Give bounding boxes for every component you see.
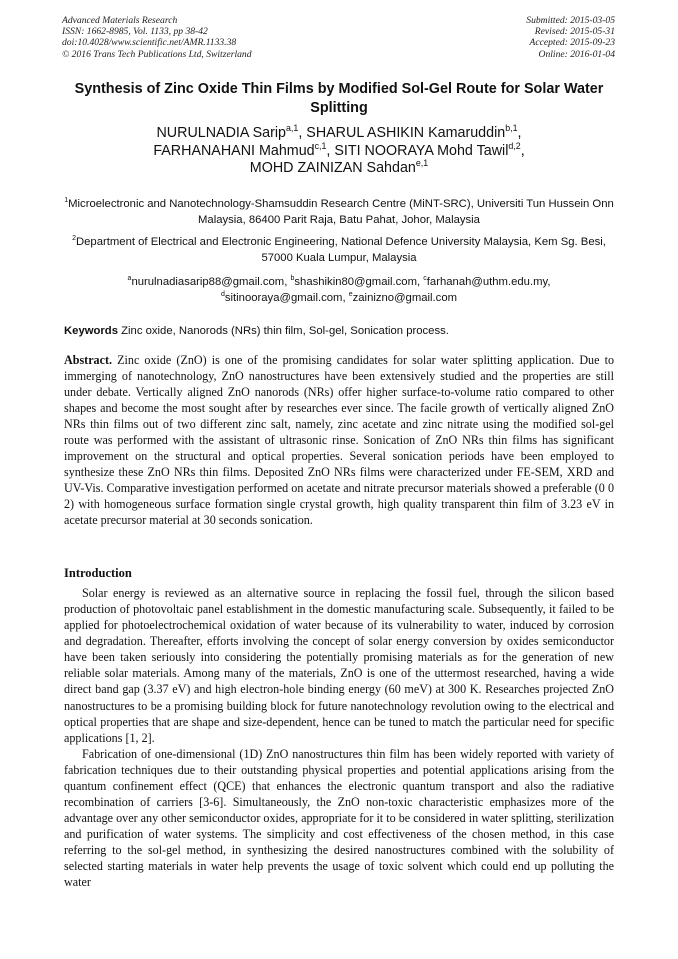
revised-date: Revised: 2015-05-31 (534, 26, 615, 38)
author-affiliation-mark: d,2 (508, 140, 521, 151)
abstract-paragraph (64, 352, 614, 529)
abstract-label: Abstract. (64, 353, 113, 367)
journal-issn: ISSN: 1662-8985, Vol. 1133, pp 38-42 (62, 26, 208, 38)
author-affiliation-mark: b,1 (505, 123, 518, 134)
paper-title: Synthesis of Zinc Oxide Thin Films by Modified Sol-Gel Route for Solar Water Splitting (74, 81, 604, 116)
introduction-heading: Introduction (64, 566, 132, 580)
keywords-label: Keywords (64, 325, 118, 337)
email-address[interactable]: farhanah@uthm.edu.my (426, 276, 548, 288)
affiliation-number: 1 (64, 197, 69, 205)
submission-dates-header (526, 15, 615, 60)
submitted-date: Submitted: 2015-03-05 (526, 15, 615, 26)
author-name: NURULNADIA Sarip (156, 125, 286, 141)
body-paragraph: Fabrication of one-dimensional (1D) ZnO nanostructures thin film has been widely reported with variety of fabrication techniques due to their outstanding physical properties and potential applications arising from the quantum confinement effect (QCE) that enhances the electronic quantum transport and also the radiative recombination of carriers [3-6]. Simultaneously, the ZnO non-toxic characteristic emphasizes more of the advantage over any other semiconductor oxides, appropriate for it to be considered in water splitting, sterilization and purification of water systems. The simplicity and cost effectiveness of the chosen method, in this case referring to the sol-gel method, in synthesizing the desired nanostructures combined with the solubility of selected starting materials in water help prevents the usage of toxic solvent which could end up polluting the water (64, 746, 614, 890)
email-mark: a (127, 275, 132, 283)
affiliation-text: Department of Electrical and Electronic Engineering, National Defence University Malaysia, Kem Sg. Besi, 57000 Kuala Lumpur, Malaysia (75, 236, 606, 264)
affiliation-text: Microelectronic and Nanotechnology-Shamsuddin Research Centre (MiNT-SRC), Universiti Tun Hussein Onn Malaysia, 86400 Parit Raja, Batu Pahat, Johor, Malaysia (68, 198, 614, 226)
affiliation-1 (62, 196, 616, 228)
affiliation-number: 2 (72, 235, 76, 243)
abstract-text: Zinc oxide (ZnO) is one of the promising candidates for solar water splitting application. Due to immerging of nanotechnology, ZnO nanostructures have been extensively studied and the properties are still under debate. Vertically aligned ZnO nanorods (NRs) offer higher surface-to-volume ratio compared to other shapes and become the most sought after by researches ever since. The facile growth of vertically aligned ZnO NRs thin films out of two different zinc salt, namely, zinc acetate and zinc nitrate using the modified sol-gel route was performed with the assistant of ultrasonic rinse. Sonication of ZnO NRs thin films has significant improvement on the structural and optical properties. Several sonication periods have been employed to synthesize these ZnO NRs thin films. Deposited ZnO NRs films were characterized under FE-SEM, XRD and UV-Vis. Comparative investigation performed on acetate and nitrate precursor materials showed a preferable (0 0 2) with homogeneous surface formation single crystal growth, high quality transparent thin film of 3.23 eV in acetate precursor material at 30 seconds sonication. (64, 353, 614, 528)
author-name: SHARUL ASHIKIN Kamaruddin (306, 125, 506, 141)
journal-doi: doi:10.4028/www.scientific.net/AMR.1133.38 (62, 37, 237, 49)
body-paragraph: Solar energy is reviewed as an alternative source in replacing the fossil fuel, through the silicon based production of photovoltaic panel establishment in the domestic manufacturing scale. Subsequently, it failed to be applied for photoelectrochemical oxidation of water because of its vulnerability to water, induced by corrosion and degradation. Thereafter, efforts involving the concept of solar energy conversion by oxides semiconductor have been taken seriously into considering the potentially promising materials as for the generation of new reliable solar materials. Among many of the materials, ZnO is one of the uttermost researched, having a wide direct band gap (3.37 eV) and high electron-hole binding energy (60 meV) at 300 K. Researches projected ZnO nanostructures to be a promising building block for future nanotechnology revolution owing to the electrical and optical properties that are shape and size-dependent, hence can be tuned to match the particular need for specific applications [1, 2]. (64, 586, 614, 745)
affiliation-2 (62, 234, 616, 266)
online-date: Online: 2016-01-04 (538, 48, 615, 60)
author-name: MOHD ZAINIZAN Sahdan (249, 160, 416, 176)
email-address[interactable]: zainizno@gmail.com (352, 291, 458, 304)
email-list: $^a$nurulnadiasarip88@gmail.com, $^b$shashikin80@gmail.com, $^c$farhanah@uthm.edu.my, $^d$sitinooraya@gmail.com, $^e$zainizno@gmail.com (127, 275, 551, 304)
accepted-date: Accepted: 2015-09-23 (529, 37, 615, 49)
keywords-line (64, 324, 616, 338)
journal-copyright: © 2016 Trans Tech Publications Ltd, Switzerland (62, 48, 252, 60)
email-address[interactable]: nurulnadiasarip88@gmail.com (131, 276, 285, 288)
email-address[interactable]: shashikin80@gmail.com (294, 276, 417, 288)
journal-name: Advanced Materials Research (62, 15, 178, 26)
email-mark: b (290, 275, 295, 283)
author-list: NURULNADIA Sarip$^{a,1}$, SHARUL ASHIKIN Kamaruddin$^{b,1}$, FARHANAHANI Mahmud$^{c,1}$, SITI NOORAYA Mohd Tawil$^{d,2}$, MOHD ZAINIZAN Sahdan$^{e,1}$ (153, 123, 525, 176)
author-name: FARHANAHANI Mahmud (153, 142, 315, 159)
introduction-body (64, 585, 614, 890)
author-affiliation-mark: a,1 (286, 123, 299, 134)
journal-info-header (62, 15, 252, 60)
keywords-text: Zinc oxide, Nanorods (NRs) thin film, Sol-gel, Sonication process. (121, 325, 449, 337)
email-mark: d (220, 290, 225, 298)
author-affiliation-mark: e,1 (415, 158, 429, 169)
author-name: SITI NOORAYA Mohd Tawil (334, 142, 509, 159)
author-affiliation-mark: c,1 (314, 140, 327, 151)
email-mark: c (423, 275, 427, 283)
email-address[interactable]: sitinooraya@gmail.com (224, 291, 343, 304)
email-mark: e (348, 290, 353, 298)
